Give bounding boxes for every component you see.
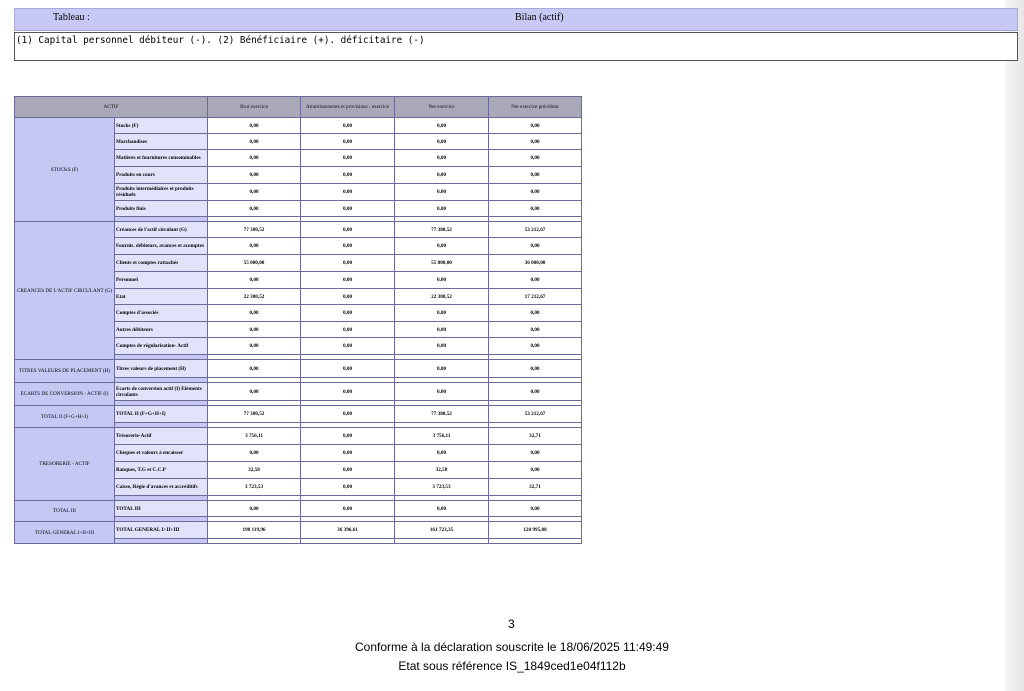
- value-amortissements: 0,00: [301, 305, 395, 322]
- section-label: TOTAL III: [15, 501, 115, 522]
- value-amortissements: 0,00: [301, 222, 395, 238]
- value-brut: 0,00: [208, 118, 301, 134]
- table-row: [15, 360, 582, 378]
- value-amortissements: 0,00: [301, 134, 395, 150]
- value-amortissements: 0,00: [301, 167, 395, 184]
- section-label: TITRES VALEURS DE PLACEMENT (H): [15, 360, 115, 383]
- page-number: 3: [508, 617, 515, 631]
- value-net-precedent: 0,00: [489, 201, 582, 217]
- table-title: Bilan (actif): [515, 12, 564, 23]
- value-net: 0,00: [395, 167, 489, 184]
- value-amortissements: 0,00: [301, 201, 395, 217]
- row-label: Produits en cours: [115, 167, 208, 184]
- value-net-precedent: 53 212,67: [489, 222, 582, 238]
- value-brut: 0,00: [208, 201, 301, 217]
- value-net-precedent: 0,00: [489, 501, 582, 517]
- spacer-cell: [301, 539, 395, 544]
- value-brut: 0,00: [208, 150, 301, 167]
- value-amortissements: 0,00: [301, 272, 395, 289]
- value-net-precedent: 32,71: [489, 479, 582, 496]
- row-label: Caisse, Régie d'avances et accréditifs: [115, 479, 208, 496]
- row-label: Marchandises: [115, 134, 208, 150]
- value-net-precedent: 0,00: [489, 360, 582, 378]
- table-header-bar: [14, 8, 1018, 31]
- value-brut: 3 756,11: [208, 428, 301, 445]
- value-amortissements: 0,00: [301, 238, 395, 255]
- row-label: Banques, T.G et C.C.P: [115, 462, 208, 479]
- value-net-precedent: 0,00: [489, 322, 582, 338]
- section-label: CREANCES DE L'ACTIF CIRCULANT (G): [15, 222, 115, 360]
- value-amortissements: 0,00: [301, 406, 395, 423]
- value-net: 3 723,53: [395, 479, 489, 496]
- value-net: 0,00: [395, 445, 489, 462]
- value-net-precedent: 0,00: [489, 150, 582, 167]
- value-net: 0,00: [395, 134, 489, 150]
- value-amortissements: 0,00: [301, 289, 395, 305]
- table-row: [15, 222, 582, 238]
- value-amortissements: 0,00: [301, 150, 395, 167]
- value-brut: 0,00: [208, 167, 301, 184]
- row-label: Comptes de régularisation- Actif: [115, 338, 208, 355]
- spacer-cell: [489, 539, 582, 544]
- value-net: 3 756,11: [395, 428, 489, 445]
- value-amortissements: 0,00: [301, 501, 395, 517]
- section-label: TRESORERIE - ACTIF: [15, 428, 115, 501]
- value-brut: 198 119,96: [208, 522, 301, 539]
- col-header-brut: Brut exercice: [208, 97, 301, 118]
- spacer-cell: [395, 539, 489, 544]
- row-label: TOTAL II (F+G+H+I): [115, 406, 208, 423]
- value-brut: 77 380,52: [208, 222, 301, 238]
- row-label: TOTAL GENERAL I+II+III: [115, 522, 208, 539]
- value-net-precedent: 53 212,67: [489, 406, 582, 423]
- value-net-precedent: 0,00: [489, 134, 582, 150]
- row-label: TOTAL III: [115, 501, 208, 517]
- value-brut: 0,00: [208, 184, 301, 201]
- table-row: [15, 428, 582, 445]
- row-label: Matières et fournitures consommables: [115, 150, 208, 167]
- section-label: ECARTS DE CONVERSION - ACTIF (I): [15, 383, 115, 406]
- value-brut: 0,00: [208, 272, 301, 289]
- row-label: Produits finis: [115, 201, 208, 217]
- value-net-precedent: 0,00: [489, 272, 582, 289]
- value-net-precedent: 0,00: [489, 338, 582, 355]
- balance-sheet-table: [14, 96, 582, 544]
- row-label: Titres valeurs de placement (H): [115, 360, 208, 378]
- value-amortissements: 0,00: [301, 462, 395, 479]
- value-net-precedent: 0,00: [489, 238, 582, 255]
- row-label: Clients et comptes rattachés: [115, 255, 208, 272]
- section-label: TOTAL II (F+G+H+I): [15, 406, 115, 428]
- row-label: Etat: [115, 289, 208, 305]
- row-label: Fournis. débiteurs, avances et acomptes: [115, 238, 208, 255]
- value-net: 0,00: [395, 322, 489, 338]
- page-edge-shadow: [1005, 0, 1024, 691]
- value-amortissements: 0,00: [301, 479, 395, 496]
- col-header-net-precedent: Net exercice précédent: [489, 97, 582, 118]
- value-net: 0,00: [395, 338, 489, 355]
- value-net: 0,00: [395, 305, 489, 322]
- value-amortissements: 0,00: [301, 322, 395, 338]
- value-net: 0,00: [395, 501, 489, 517]
- value-net-precedent: 120 995,88: [489, 522, 582, 539]
- value-amortissements: 0,00: [301, 184, 395, 201]
- row-label: Chèques et valeurs à encaisser: [115, 445, 208, 462]
- value-brut: 3 723,53: [208, 479, 301, 496]
- value-net-precedent: 0,00: [489, 167, 582, 184]
- col-header-actif: ACTIF: [15, 97, 208, 118]
- row-label: Produits intermédiaires et produits résiduels: [115, 184, 208, 201]
- value-net: 77 380,52: [395, 222, 489, 238]
- row-label: Créances de l'actif circulant (G): [115, 222, 208, 238]
- conformity-text: Conforme à la déclaration souscrite le 18/06/2025 11:49:49: [355, 640, 669, 654]
- value-brut: 0,00: [208, 134, 301, 150]
- reference-text: Etat sous référence IS_1849ced1e04f112b: [398, 659, 626, 673]
- row-label: Personnel: [115, 272, 208, 289]
- value-brut: 55 000,00: [208, 255, 301, 272]
- value-amortissements: 0,00: [301, 338, 395, 355]
- legend-note-box: [14, 32, 1018, 61]
- value-amortissements: 0,00: [301, 383, 395, 401]
- value-net: 77 380,52: [395, 406, 489, 423]
- table-header-row: [15, 97, 582, 118]
- value-amortissements: 0,00: [301, 360, 395, 378]
- row-label: Ecarts de conversion actif (I) Eléments circulants: [115, 383, 208, 401]
- value-net: 0,00: [395, 272, 489, 289]
- value-net-precedent: 0,00: [489, 305, 582, 322]
- table-row: [15, 406, 582, 423]
- table-label: Tableau :: [53, 12, 90, 23]
- value-net: 0,00: [395, 360, 489, 378]
- value-net: 32,58: [395, 462, 489, 479]
- section-label: TOTAL GENERAL I+II+III: [15, 522, 115, 544]
- table-row: [15, 501, 582, 517]
- value-brut: 0,00: [208, 445, 301, 462]
- value-amortissements: 36 396,61: [301, 522, 395, 539]
- table-row: [15, 522, 582, 539]
- value-net: 161 723,35: [395, 522, 489, 539]
- table-row: [15, 118, 582, 134]
- value-net-precedent: 0,00: [489, 383, 582, 401]
- value-brut: 32,58: [208, 462, 301, 479]
- value-amortissements: 0,00: [301, 445, 395, 462]
- table-body: [15, 118, 582, 544]
- value-brut: 0,00: [208, 360, 301, 378]
- value-amortissements: 0,00: [301, 255, 395, 272]
- value-brut: 0,00: [208, 383, 301, 401]
- value-net-precedent: 0,00: [489, 462, 582, 479]
- value-net: 0,00: [395, 150, 489, 167]
- spacer-cell: [208, 539, 301, 544]
- value-net-precedent: 0,00: [489, 445, 582, 462]
- value-net: 0,00: [395, 118, 489, 134]
- value-net-precedent: 32,71: [489, 428, 582, 445]
- row-label: Comptes d'associés: [115, 305, 208, 322]
- value-net-precedent: 36 000,00: [489, 255, 582, 272]
- table-row: [15, 383, 582, 401]
- spacer-cell: [115, 539, 208, 544]
- value-net: 0,00: [395, 238, 489, 255]
- value-brut: 22 380,52: [208, 289, 301, 305]
- row-label: Autres débiteurs: [115, 322, 208, 338]
- col-header-net: Net exercice: [395, 97, 489, 118]
- value-brut: 0,00: [208, 501, 301, 517]
- value-net: 0,00: [395, 383, 489, 401]
- value-brut: 77 380,52: [208, 406, 301, 423]
- value-brut: 0,00: [208, 238, 301, 255]
- value-amortissements: 0,00: [301, 428, 395, 445]
- legend-note: (1) Capital personnel débiteur (-). (2) Bénéficiaire (+). déficitaire (-): [16, 35, 425, 46]
- value-net: 22 380,52: [395, 289, 489, 305]
- row-label: Stocks (F): [115, 118, 208, 134]
- value-net: 0,00: [395, 201, 489, 217]
- value-net-precedent: 17 212,67: [489, 289, 582, 305]
- row-label: Trésorerie-Actif: [115, 428, 208, 445]
- value-brut: 0,00: [208, 305, 301, 322]
- value-brut: 0,00: [208, 322, 301, 338]
- section-label: STOCKS (F): [15, 118, 115, 222]
- value-net-precedent: 0,00: [489, 184, 582, 201]
- value-net-precedent: 0,00: [489, 118, 582, 134]
- value-net: 0,00: [395, 184, 489, 201]
- value-brut: 0,00: [208, 338, 301, 355]
- value-amortissements: 0,00: [301, 118, 395, 134]
- col-header-amortissements: Amortissements et provisions : exercice: [301, 97, 395, 118]
- value-net: 55 000,00: [395, 255, 489, 272]
